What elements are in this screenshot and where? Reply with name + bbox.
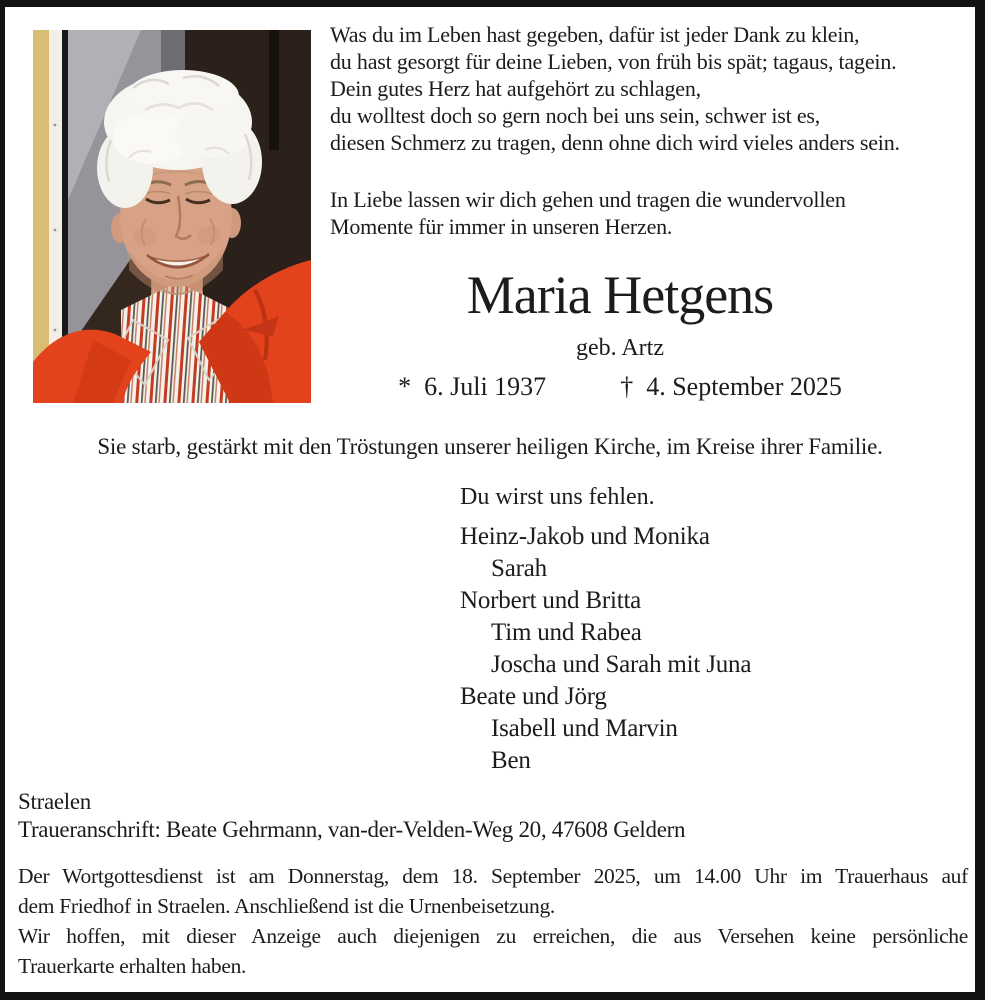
mourner-row: Ben (491, 747, 531, 774)
death-date: 4. September 2025 (646, 372, 842, 401)
poem-line: du hast gesorgt für deine Lieben, von früh bis spät; tagaus, tagein. (330, 49, 897, 74)
poem-line: Was du im Leben hast gegeben, dafür ist jeder Dank zu klein, (330, 22, 860, 47)
birth-date: 6. Juli 1937 (424, 372, 547, 401)
mourner-row: Beate und Jörg (460, 683, 607, 710)
opening-poem (330, 21, 900, 240)
mourner-row: Joscha und Sarah mit Juna (491, 651, 752, 678)
mourner-row: Tim und Rabea (491, 619, 642, 646)
deceased-name: Maria Hetgens (466, 265, 774, 325)
poem-line: diesen Schmerz zu tragen, denn ohne dich wird vieles anders sein. (330, 130, 900, 155)
mourner-row: Isabell und Marvin (491, 715, 678, 742)
location: Straelen (18, 789, 91, 814)
service-line: Der Wortgottesdienst ist am Donnerstag, dem 18. September 2025, um 14.00 Uhr im Trauerhaus auf (18, 864, 968, 888)
born-symbol: * (398, 372, 412, 401)
service-line: dem Friedhof in Straelen. Anschließend ist die Urnenbeisetzung. (18, 894, 555, 918)
poem-line: Momente für immer in unseren Herzen. (330, 214, 673, 239)
service-line: Wir hoffen, mit dieser Anzeige auch diejenigen zu erreichen, die aus Versehen keine persönliche (18, 924, 968, 948)
life-dates (330, 372, 910, 402)
death-date-group (620, 372, 842, 402)
mourners-list (460, 521, 751, 777)
death-note: Sie starb, gestärkt mit den Tröstungen unserer heiligen Kirche, im Kreise ihrer Familie. (97, 434, 883, 459)
died-symbol: † (620, 372, 634, 401)
mourning-address: Traueranschrift: Beate Gehrmann, van-der-Velden-Weg 20, 47608 Geldern (18, 817, 686, 842)
poem-line: Dein gutes Herz hat aufgehört zu schlagen, (330, 76, 701, 101)
birth-date-group (398, 372, 546, 402)
service-info (18, 861, 968, 981)
mourner-row: Heinz-Jakob und Monika (460, 523, 710, 550)
service-line: Trauerkarte erhalten haben. (18, 954, 247, 978)
farewell-line: Du wirst uns fehlen. (460, 484, 655, 510)
maiden-name: geb. Artz (576, 335, 664, 361)
poem-line: In Liebe lassen wir dich gehen und tragen die wundervollen (330, 187, 846, 212)
address-block (18, 788, 685, 844)
mourner-row: Sarah (491, 555, 547, 582)
mourner-row: Norbert und Britta (460, 587, 642, 614)
portrait-photo (33, 30, 311, 403)
poem-line: du wolltest doch so gern noch bei uns sein, schwer ist es, (330, 103, 821, 128)
